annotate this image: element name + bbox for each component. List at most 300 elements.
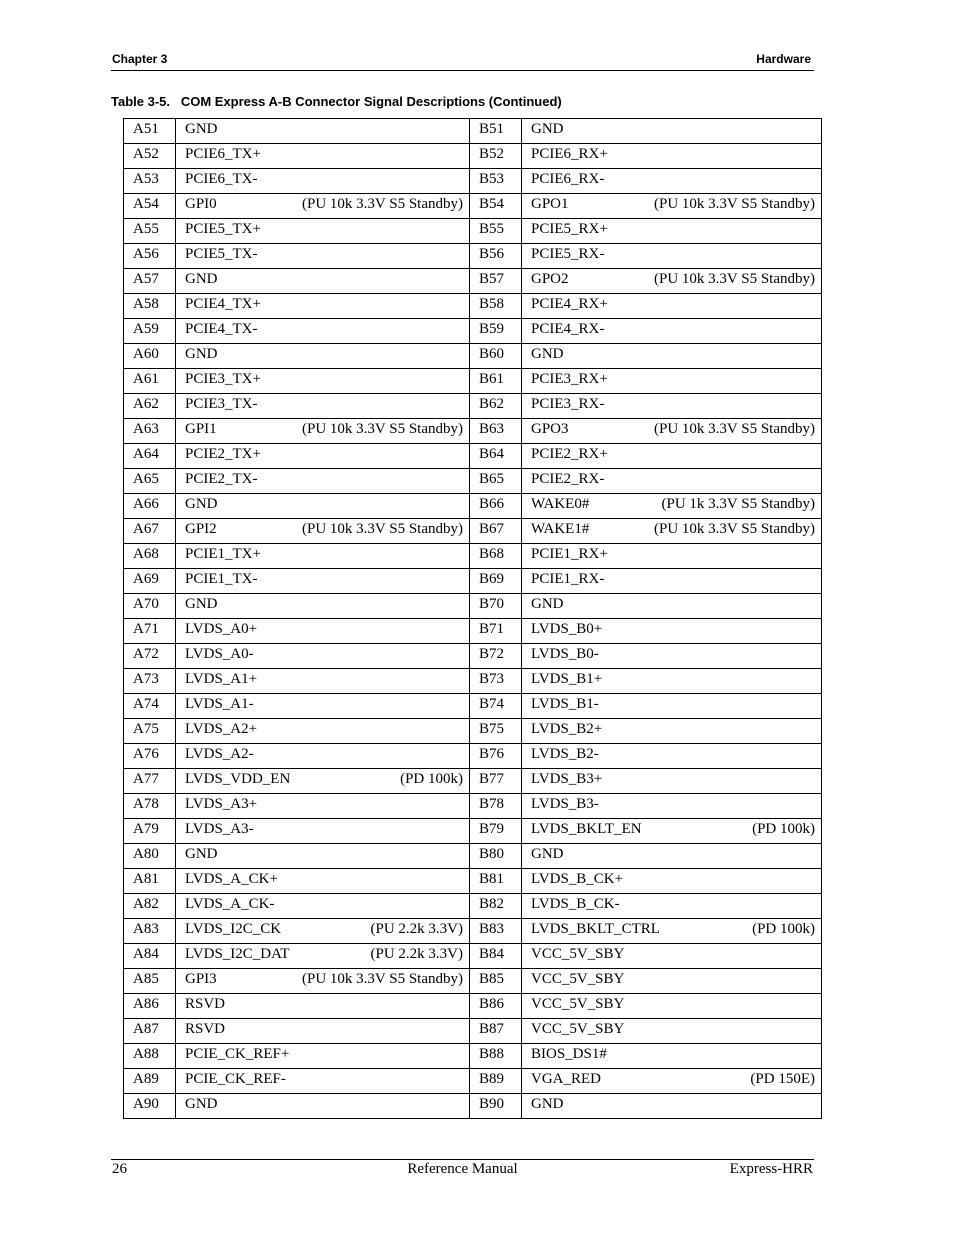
- pin-b-cell: B83: [470, 919, 522, 944]
- signal-name: LVDS_A_CK-: [185, 896, 275, 912]
- pin-a-cell: A76: [124, 744, 176, 769]
- signal-name: VCC_5V_SBY: [531, 996, 625, 1012]
- pin-a-cell: A64: [124, 444, 176, 469]
- pin-a-cell: A54: [124, 194, 176, 219]
- signal-name: PCIE6_RX-: [531, 171, 605, 187]
- table-row: [124, 244, 822, 269]
- table-row: [124, 994, 822, 1019]
- pin-b-cell: B74: [470, 694, 522, 719]
- signal-note: (PD 100k): [400, 771, 463, 787]
- pin-b-cell: B54: [470, 194, 522, 219]
- signal-note: [457, 145, 463, 163]
- signal-note: [809, 545, 815, 563]
- pin-a-cell: A87: [124, 1019, 176, 1044]
- pin-a-cell: A57: [124, 269, 176, 294]
- signal-a-cell: [176, 144, 470, 169]
- product-name: Express-HRR: [729, 1161, 813, 1177]
- signal-name: PCIE_CK_REF+: [185, 1046, 290, 1062]
- pin-b-cell: B51: [470, 119, 522, 144]
- table-row: [124, 694, 822, 719]
- pin-a-cell: A70: [124, 594, 176, 619]
- signal-note: (PD 150E): [750, 1071, 815, 1087]
- signal-name: LVDS_A0+: [185, 621, 258, 637]
- signal-name: PCIE1_TX-: [185, 571, 258, 587]
- pin-a-cell: A51: [124, 119, 176, 144]
- signal-note: (PU 10k 3.3V S5 Standby): [302, 971, 463, 987]
- chapter-label: Chapter 3: [112, 52, 168, 66]
- table-row: [124, 169, 822, 194]
- pin-b-cell: B58: [470, 294, 522, 319]
- signal-b-cell: [522, 569, 822, 594]
- signal-note: (PU 10k 3.3V S5 Standby): [302, 421, 463, 437]
- signal-note: [809, 170, 815, 188]
- table-row: [124, 844, 822, 869]
- signal-name: GND: [185, 496, 218, 512]
- signal-note: [809, 1045, 815, 1063]
- signal-table: [123, 118, 822, 1119]
- table-row: [124, 544, 822, 569]
- pin-a-cell: A68: [124, 544, 176, 569]
- pin-a-cell: A75: [124, 719, 176, 744]
- signal-name: PCIE3_TX+: [185, 371, 261, 387]
- page-header: [111, 52, 814, 71]
- signal-note: [809, 395, 815, 413]
- signal-b-cell: [522, 394, 822, 419]
- signal-b-cell: [522, 619, 822, 644]
- table-row: [124, 894, 822, 919]
- signal-name: PCIE3_RX-: [531, 396, 605, 412]
- signal-note: [457, 495, 463, 513]
- signal-note: [457, 570, 463, 588]
- signal-name: PCIE2_RX+: [531, 446, 608, 462]
- signal-name: GPO2: [531, 271, 569, 287]
- table-row: [124, 944, 822, 969]
- signal-a-cell: [176, 244, 470, 269]
- signal-note: [457, 620, 463, 638]
- pin-b-cell: B85: [470, 969, 522, 994]
- signal-note: [457, 695, 463, 713]
- signal-a-cell: [176, 119, 470, 144]
- pin-a-cell: A86: [124, 994, 176, 1019]
- signal-b-cell: [522, 894, 822, 919]
- signal-name: PCIE5_RX+: [531, 221, 608, 237]
- signal-b-cell: [522, 294, 822, 319]
- pin-b-cell: B60: [470, 344, 522, 369]
- signal-note: [457, 1020, 463, 1038]
- signal-note: [809, 945, 815, 963]
- signal-note: [809, 895, 815, 913]
- signal-name: WAKE0#: [531, 496, 590, 512]
- signal-note: [457, 645, 463, 663]
- signal-b-cell: [522, 219, 822, 244]
- signal-b-cell: [522, 769, 822, 794]
- pin-a-cell: A82: [124, 894, 176, 919]
- signal-note: [809, 1095, 815, 1113]
- table-row: [124, 1019, 822, 1044]
- signal-b-cell: [522, 844, 822, 869]
- signal-a-cell: [176, 844, 470, 869]
- pin-a-cell: A65: [124, 469, 176, 494]
- table-row: [124, 469, 822, 494]
- pin-a-cell: A90: [124, 1094, 176, 1119]
- signal-note: [457, 270, 463, 288]
- signal-name: PCIE4_TX+: [185, 296, 261, 312]
- signal-b-cell: [522, 819, 822, 844]
- table-row: [124, 119, 822, 144]
- signal-name: LVDS_A3+: [185, 796, 258, 812]
- signal-b-cell: [522, 869, 822, 894]
- signal-b-cell: [522, 369, 822, 394]
- signal-note: [809, 445, 815, 463]
- signal-name: PCIE2_TX-: [185, 471, 258, 487]
- table-row: [124, 1094, 822, 1119]
- signal-name: PCIE6_TX+: [185, 146, 261, 162]
- signal-name: PCIE6_RX+: [531, 146, 608, 162]
- pin-a-cell: A89: [124, 1069, 176, 1094]
- table-row: [124, 744, 822, 769]
- signal-name: VCC_5V_SBY: [531, 946, 625, 962]
- signal-name: PCIE3_TX-: [185, 396, 258, 412]
- signal-note: (PU 10k 3.3V S5 Standby): [654, 271, 815, 287]
- signal-note: [809, 770, 815, 788]
- signal-name: GND: [531, 121, 564, 137]
- signal-b-cell: [522, 144, 822, 169]
- signal-b-cell: [522, 694, 822, 719]
- table-row: [124, 419, 822, 444]
- signal-note: (PU 2.2k 3.3V): [370, 946, 463, 962]
- signal-name: PCIE3_RX+: [531, 371, 608, 387]
- signal-name: GND: [531, 346, 564, 362]
- signal-name: WAKE1#: [531, 521, 590, 537]
- signal-name: LVDS_A2+: [185, 721, 258, 737]
- signal-note: [457, 120, 463, 138]
- signal-note: [457, 1070, 463, 1088]
- signal-note: [809, 695, 815, 713]
- signal-note: [809, 145, 815, 163]
- page-number: 26: [112, 1161, 127, 1177]
- signal-name: LVDS_B1-: [531, 696, 599, 712]
- signal-name: PCIE4_RX+: [531, 296, 608, 312]
- signal-note: [457, 820, 463, 838]
- signal-b-cell: [522, 494, 822, 519]
- signal-note: [809, 870, 815, 888]
- signal-name: BIOS_DS1#: [531, 1046, 607, 1062]
- signal-b-cell: [522, 194, 822, 219]
- signal-a-cell: [176, 169, 470, 194]
- pin-a-cell: A62: [124, 394, 176, 419]
- signal-note: [457, 845, 463, 863]
- signal-name: RSVD: [185, 1021, 226, 1037]
- pin-a-cell: A63: [124, 419, 176, 444]
- signal-a-cell: [176, 369, 470, 394]
- pin-b-cell: B63: [470, 419, 522, 444]
- signal-b-cell: [522, 444, 822, 469]
- signal-a-cell: [176, 319, 470, 344]
- signal-note: [457, 320, 463, 338]
- signal-note: [457, 895, 463, 913]
- signal-name: LVDS_B2-: [531, 746, 599, 762]
- pin-b-cell: B88: [470, 1044, 522, 1069]
- table-row: [124, 344, 822, 369]
- signal-b-cell: [522, 519, 822, 544]
- signal-note: (PU 10k 3.3V S5 Standby): [302, 521, 463, 537]
- signal-note: [457, 720, 463, 738]
- signal-a-cell: [176, 644, 470, 669]
- table-row: [124, 769, 822, 794]
- signal-name: LVDS_B0-: [531, 646, 599, 662]
- pin-a-cell: A71: [124, 619, 176, 644]
- signal-note: [809, 320, 815, 338]
- pin-b-cell: B73: [470, 669, 522, 694]
- pin-b-cell: B76: [470, 744, 522, 769]
- pin-a-cell: A59: [124, 319, 176, 344]
- pin-a-cell: A84: [124, 944, 176, 969]
- signal-b-cell: [522, 244, 822, 269]
- pin-b-cell: B68: [470, 544, 522, 569]
- pin-b-cell: B65: [470, 469, 522, 494]
- signal-b-cell: [522, 269, 822, 294]
- pin-a-cell: A69: [124, 569, 176, 594]
- pin-a-cell: A77: [124, 769, 176, 794]
- pin-b-cell: B64: [470, 444, 522, 469]
- signal-note: (PU 10k 3.3V S5 Standby): [654, 521, 815, 537]
- signal-note: [457, 470, 463, 488]
- pin-b-cell: B66: [470, 494, 522, 519]
- signal-b-cell: [522, 719, 822, 744]
- pin-b-cell: B57: [470, 269, 522, 294]
- signal-a-cell: [176, 544, 470, 569]
- signal-name: PCIE4_RX-: [531, 321, 605, 337]
- signal-name: GPI3: [185, 971, 217, 987]
- signal-note: [809, 595, 815, 613]
- signal-a-cell: [176, 619, 470, 644]
- pin-b-cell: B67: [470, 519, 522, 544]
- signal-b-cell: [522, 919, 822, 944]
- pin-b-cell: B86: [470, 994, 522, 1019]
- signal-note: (PU 10k 3.3V S5 Standby): [302, 196, 463, 212]
- signal-a-cell: [176, 519, 470, 544]
- signal-name: LVDS_B3+: [531, 771, 603, 787]
- signal-note: [457, 345, 463, 363]
- signal-note: [809, 845, 815, 863]
- signal-a-cell: [176, 194, 470, 219]
- signal-a-cell: [176, 344, 470, 369]
- table-row: [124, 219, 822, 244]
- signal-note: [457, 870, 463, 888]
- signal-name: LVDS_B3-: [531, 796, 599, 812]
- signal-b-cell: [522, 669, 822, 694]
- signal-a-cell: [176, 1069, 470, 1094]
- table-row: [124, 594, 822, 619]
- signal-table-body: [124, 119, 822, 1119]
- pin-b-cell: B52: [470, 144, 522, 169]
- signal-name: GND: [185, 596, 218, 612]
- table-row: [124, 194, 822, 219]
- section-label: Hardware: [756, 52, 811, 66]
- pin-a-cell: A58: [124, 294, 176, 319]
- signal-b-cell: [522, 169, 822, 194]
- pin-a-cell: A66: [124, 494, 176, 519]
- signal-note: [457, 370, 463, 388]
- signal-name: LVDS_VDD_EN: [185, 771, 291, 787]
- table-row: [124, 794, 822, 819]
- signal-note: [809, 620, 815, 638]
- pin-b-cell: B87: [470, 1019, 522, 1044]
- signal-a-cell: [176, 1094, 470, 1119]
- signal-b-cell: [522, 419, 822, 444]
- table-row: [124, 569, 822, 594]
- signal-name: PCIE_CK_REF-: [185, 1071, 286, 1087]
- signal-note: [809, 220, 815, 238]
- signal-name: LVDS_A_CK+: [185, 871, 278, 887]
- signal-name: LVDS_A0-: [185, 646, 254, 662]
- pin-a-cell: A79: [124, 819, 176, 844]
- signal-note: [809, 295, 815, 313]
- table-row: [124, 1069, 822, 1094]
- pin-a-cell: A81: [124, 869, 176, 894]
- table-row: [124, 144, 822, 169]
- signal-note: [809, 745, 815, 763]
- pin-a-cell: A80: [124, 844, 176, 869]
- signal-name: LVDS_B_CK+: [531, 871, 624, 887]
- pin-b-cell: B80: [470, 844, 522, 869]
- pin-b-cell: B56: [470, 244, 522, 269]
- pin-b-cell: B84: [470, 944, 522, 969]
- signal-b-cell: [522, 1069, 822, 1094]
- signal-name: GPO3: [531, 421, 569, 437]
- signal-name: PCIE5_TX+: [185, 221, 261, 237]
- signal-b-cell: [522, 1094, 822, 1119]
- pin-b-cell: B89: [470, 1069, 522, 1094]
- table-row: [124, 494, 822, 519]
- signal-a-cell: [176, 994, 470, 1019]
- signal-note: [457, 670, 463, 688]
- signal-note: (PU 1k 3.3V S5 Standby): [661, 496, 815, 512]
- signal-a-cell: [176, 1044, 470, 1069]
- table-row: [124, 519, 822, 544]
- signal-name: GPI2: [185, 521, 217, 537]
- signal-note: [809, 795, 815, 813]
- signal-name: LVDS_B2+: [531, 721, 603, 737]
- signal-note: [809, 345, 815, 363]
- table-row: [124, 319, 822, 344]
- signal-a-cell: [176, 294, 470, 319]
- signal-a-cell: [176, 919, 470, 944]
- signal-note: (PU 2.2k 3.3V): [370, 921, 463, 937]
- signal-name: PCIE2_RX-: [531, 471, 605, 487]
- signal-name: PCIE5_RX-: [531, 246, 605, 262]
- signal-b-cell: [522, 1044, 822, 1069]
- signal-name: GND: [531, 1096, 564, 1112]
- signal-note: [457, 745, 463, 763]
- pin-b-cell: B78: [470, 794, 522, 819]
- pin-a-cell: A85: [124, 969, 176, 994]
- pin-b-cell: B59: [470, 319, 522, 344]
- signal-name: GND: [531, 596, 564, 612]
- signal-name: LVDS_BKLT_EN: [531, 821, 642, 837]
- signal-a-cell: [176, 694, 470, 719]
- pin-b-cell: B82: [470, 894, 522, 919]
- signal-a-cell: [176, 719, 470, 744]
- signal-a-cell: [176, 944, 470, 969]
- table-row: [124, 1044, 822, 1069]
- signal-b-cell: [522, 644, 822, 669]
- pin-a-cell: A55: [124, 219, 176, 244]
- signal-name: RSVD: [185, 996, 226, 1012]
- signal-a-cell: [176, 269, 470, 294]
- signal-name: PCIE6_TX-: [185, 171, 258, 187]
- pin-a-cell: A88: [124, 1044, 176, 1069]
- signal-note: (PU 10k 3.3V S5 Standby): [654, 196, 815, 212]
- page-footer: [111, 1159, 814, 1180]
- signal-name: LVDS_B1+: [531, 671, 603, 687]
- signal-name: PCIE1_RX-: [531, 571, 605, 587]
- signal-name: GND: [185, 1096, 218, 1112]
- table-row: [124, 819, 822, 844]
- table-row: [124, 644, 822, 669]
- signal-name: PCIE4_TX-: [185, 321, 258, 337]
- signal-a-cell: [176, 594, 470, 619]
- signal-b-cell: [522, 744, 822, 769]
- table-row: [124, 444, 822, 469]
- signal-note: [457, 995, 463, 1013]
- table-row: [124, 869, 822, 894]
- signal-a-cell: [176, 794, 470, 819]
- signal-name: GPI1: [185, 421, 217, 437]
- signal-note: [457, 795, 463, 813]
- signal-a-cell: [176, 419, 470, 444]
- signal-name: PCIE5_TX-: [185, 246, 258, 262]
- signal-note: (PU 10k 3.3V S5 Standby): [654, 421, 815, 437]
- pin-b-cell: B75: [470, 719, 522, 744]
- signal-note: [809, 1020, 815, 1038]
- signal-note: [457, 295, 463, 313]
- signal-b-cell: [522, 544, 822, 569]
- signal-note: [809, 470, 815, 488]
- table-row: [124, 619, 822, 644]
- signal-a-cell: [176, 744, 470, 769]
- signal-name: LVDS_BKLT_CTRL: [531, 921, 660, 937]
- signal-b-cell: [522, 969, 822, 994]
- signal-b-cell: [522, 319, 822, 344]
- signal-a-cell: [176, 894, 470, 919]
- signal-note: (PD 100k): [752, 921, 815, 937]
- signal-note: (PD 100k): [752, 821, 815, 837]
- signal-name: PCIE1_RX+: [531, 546, 608, 562]
- pin-a-cell: A56: [124, 244, 176, 269]
- signal-name: GND: [185, 121, 218, 137]
- signal-a-cell: [176, 444, 470, 469]
- signal-name: GND: [531, 846, 564, 862]
- signal-name: GPI0: [185, 196, 217, 212]
- pin-b-cell: B53: [470, 169, 522, 194]
- signal-note: [457, 1045, 463, 1063]
- signal-b-cell: [522, 469, 822, 494]
- signal-a-cell: [176, 969, 470, 994]
- table-caption: Table 3-5. COM Express A-B Connector Signal Descriptions (Continued): [111, 94, 562, 109]
- signal-note: [809, 245, 815, 263]
- signal-b-cell: [522, 994, 822, 1019]
- signal-b-cell: [522, 944, 822, 969]
- signal-b-cell: [522, 119, 822, 144]
- signal-name: PCIE2_TX+: [185, 446, 261, 462]
- pin-b-cell: B90: [470, 1094, 522, 1119]
- pin-a-cell: A61: [124, 369, 176, 394]
- signal-name: GND: [185, 271, 218, 287]
- table-row: [124, 969, 822, 994]
- pin-b-cell: B55: [470, 219, 522, 244]
- signal-a-cell: [176, 569, 470, 594]
